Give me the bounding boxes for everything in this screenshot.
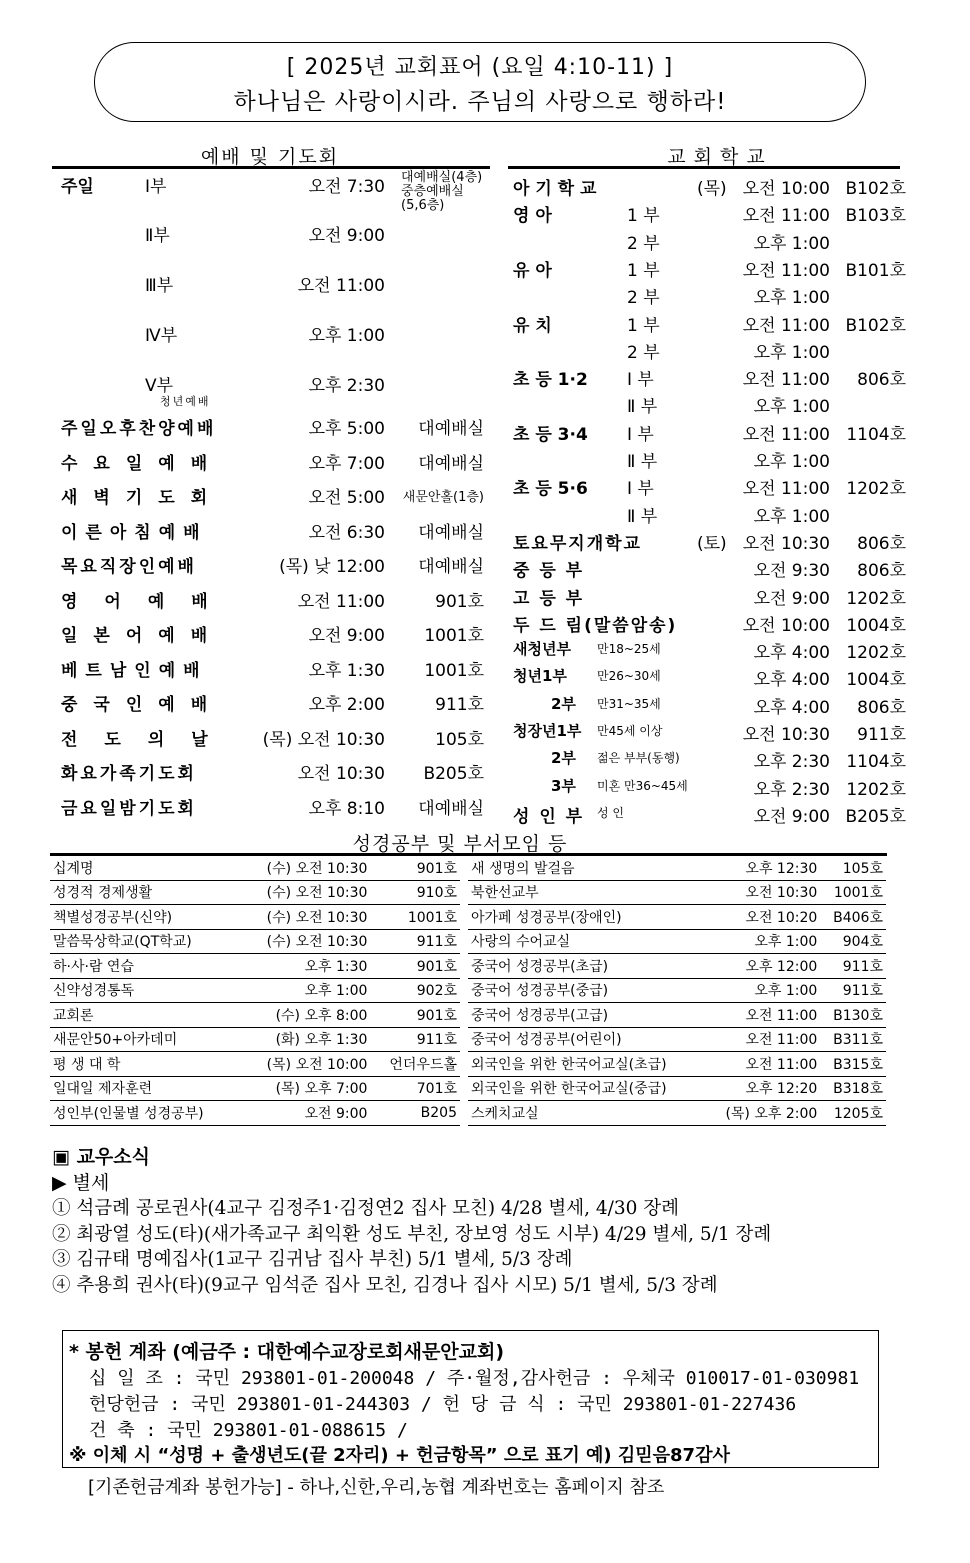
worship-time: 오전 11:00 xyxy=(297,591,385,612)
news-item: ① 석금례 공로권사(4교구 김정주1·김정연2 집사 모친) 4/28 별세, 4/30 장례 xyxy=(52,1198,680,1219)
school-time: 오전 9:00 xyxy=(753,588,830,609)
school-heading: 교회학교 xyxy=(667,146,773,168)
worship-place: 1001호 xyxy=(424,626,484,646)
bible-row xyxy=(50,1003,460,1028)
bible-class-name: 성경적 경제생활 xyxy=(50,880,241,905)
school-dept-part: 만31~35세 xyxy=(597,696,661,711)
worship-place: 새문안홀(1층) xyxy=(402,490,484,505)
school-time: 오후 1:00 xyxy=(753,342,830,363)
bible-class-time: 오전 9:00 xyxy=(241,1101,371,1126)
bible-class-name: 신약성경통독 xyxy=(50,978,241,1003)
worship-place: B205호 xyxy=(423,764,484,784)
bible-class-name: 십계명 xyxy=(50,856,241,880)
school-dept-name: 초 등 1·2 xyxy=(513,370,588,391)
bank-title: * 봉헌 계좌 (예금주 : 대한예수교장로회새문안교회) xyxy=(69,1341,505,1363)
bible-class-name: 외국인을 위한 한국어교실(초급) xyxy=(468,1052,705,1077)
school-dept-part: 만45세 이상 xyxy=(597,724,663,738)
worship-time: 오전 9:00 xyxy=(308,626,385,646)
bible-heading: 성경공부 및 부서모임 등 xyxy=(352,833,568,855)
worship-place: 대예배실 xyxy=(418,453,484,474)
bible-class-room: 911호 xyxy=(820,954,886,979)
sunday-part: Ⅲ부 xyxy=(145,276,174,296)
school-dept-name: 3부 xyxy=(551,776,576,795)
bible-row xyxy=(468,1076,886,1101)
sunday-part: Ⅴ부 xyxy=(145,376,174,396)
school-dept-part: 1 부 xyxy=(627,206,660,227)
school-dept-part: Ⅰ 부 xyxy=(627,370,654,391)
school-dept-part: Ⅰ 부 xyxy=(627,424,654,445)
bible-class-time: (목) 오후 7:00 xyxy=(241,1076,371,1101)
bible-class-time: 오후 1:00 xyxy=(241,978,371,1003)
bible-class-room: B205 xyxy=(370,1101,460,1126)
worship-place: 901호 xyxy=(435,591,484,612)
bible-row xyxy=(50,1052,460,1077)
worship-name: 전도의날 xyxy=(61,729,235,750)
school-time: 오전 11:00 xyxy=(742,206,830,227)
bible-class-name: 새문안50+아카데미 xyxy=(50,1027,241,1052)
sunday-part: Ⅱ부 xyxy=(145,226,170,246)
bible-class-name: 중국어 성경공부(고급) xyxy=(468,1003,705,1028)
bible-class-room: 901호 xyxy=(370,856,460,880)
school-time: 오전 10:00 xyxy=(742,179,830,199)
bible-row xyxy=(468,856,886,880)
school-place: 1202호 xyxy=(846,588,906,609)
bank-line-dedication: 헌당헌금 : 국민 293801-01-244303 / 헌 당 금 식 : 국민 293801-01-227436 xyxy=(89,1394,797,1415)
bible-class-room: 911호 xyxy=(370,929,460,954)
bible-class-time: (화) 오후 1:30 xyxy=(241,1027,371,1052)
bank-transfer-note: ※ 이체 시 “성명 + 출생년도(끝 2자리) + 헌금항목” 으로 표기 예) 김믿음87감사 xyxy=(69,1445,730,1466)
school-place: 911호 xyxy=(857,725,906,745)
school-dept-name: 초 등 3·4 xyxy=(513,424,588,445)
sunday-part: Ⅰ부 xyxy=(145,177,167,197)
bible-class-time: (목) 오후 2:00 xyxy=(705,1101,820,1126)
school-time: 오전 11:00 xyxy=(742,424,830,445)
bible-class-time: 오후 1:00 xyxy=(705,929,820,954)
bible-class-time: (수) 오후 8:00 xyxy=(241,1003,371,1028)
worship-time: 오전 5:00 xyxy=(308,488,385,508)
worship-place: 911호 xyxy=(435,695,484,715)
school-time: 오전 11:00 xyxy=(742,315,830,336)
bible-class-name: 말씀묵상학교(QT학교) xyxy=(50,929,241,954)
school-place: B102호 xyxy=(845,179,906,199)
bible-class-time: 오전 11:00 xyxy=(705,1027,820,1052)
news-item: ④ 추용희 권사(타)(9교구 임석준 집사 모친, 김경나 집사 시모) 5/1 별세, 5/3 장례 xyxy=(52,1274,718,1296)
bible-class-time: 오후 12:30 xyxy=(705,856,820,880)
worship-place: 대예배실 xyxy=(418,419,484,439)
school-time: 오후 1:00 xyxy=(753,233,830,254)
school-place: 1202호 xyxy=(846,779,906,800)
bible-class-room: 1001호 xyxy=(370,905,460,930)
bible-row xyxy=(50,905,460,930)
school-time: 오전 11:00 xyxy=(742,479,830,500)
bible-class-time: 오전 10:30 xyxy=(705,880,820,905)
school-time: 오전 9:30 xyxy=(753,561,830,582)
worship-name: 이른아침예배 xyxy=(61,522,208,543)
school-time: 오후 4:00 xyxy=(753,670,830,691)
bible-row xyxy=(50,978,460,1003)
school-dept-part: 2 부 xyxy=(627,342,660,363)
bible-class-time: 오전 11:00 xyxy=(705,1003,820,1028)
school-dept-name: 유 아 xyxy=(513,260,552,281)
bible-class-room: 911호 xyxy=(820,978,886,1003)
school-time: 오후 1:00 xyxy=(753,506,830,527)
worship-name: 새벽기도회 xyxy=(61,488,224,508)
school-time: 오후 1:00 xyxy=(753,288,830,309)
worship-name: 수요일예배 xyxy=(61,453,224,474)
worship-name: 화요가족기도회 xyxy=(61,764,197,784)
school-place: B205호 xyxy=(845,806,906,827)
sunday-place: 대예배실(4층) 중층예배실 (5,6층) xyxy=(401,170,483,213)
bible-row xyxy=(50,954,460,979)
offering-accounts-box xyxy=(62,1330,879,1468)
bible-class-time: (수) 오전 10:30 xyxy=(241,856,371,880)
school-place: 806호 xyxy=(857,697,906,718)
bible-class-name: 책별성경공부(신약) xyxy=(50,905,241,930)
bible-class-name: 사랑의 수어교실 xyxy=(468,929,705,954)
worship-time: 오전 6:30 xyxy=(308,522,385,543)
worship-time: 오후 2:00 xyxy=(308,695,385,715)
bible-class-time: 오전 11:00 xyxy=(705,1052,820,1077)
school-dept-name: 토요무지개학교 xyxy=(513,533,642,554)
bible-class-name: 하·사·람 연습 xyxy=(50,954,241,979)
bible-class-name: 일대일 제자훈련 xyxy=(50,1076,241,1101)
bible-class-room: B311호 xyxy=(820,1027,886,1052)
school-place: 806호 xyxy=(857,561,906,582)
bible-row xyxy=(468,1027,886,1052)
worship-name: 영어예배 xyxy=(61,591,235,612)
school-place: 1104호 xyxy=(846,424,906,445)
bible-class-time: (목) 오전 10:00 xyxy=(241,1052,371,1077)
worship-name: 베트남인예배 xyxy=(61,660,208,681)
worship-place: 1001호 xyxy=(424,660,484,681)
school-place: 806호 xyxy=(857,533,906,554)
bible-row xyxy=(468,978,886,1003)
worship-place: 대예배실 xyxy=(418,522,484,543)
bible-class-room: 701호 xyxy=(370,1076,460,1101)
bible-class-room: 105호 xyxy=(820,856,886,880)
school-dept-name: 유 치 xyxy=(513,315,552,336)
school-dept-part: Ⅱ 부 xyxy=(627,397,658,418)
worship-name: 일본어예배 xyxy=(61,626,224,646)
school-dept-part: 젊은 부부(동행) xyxy=(597,751,680,766)
bible-row xyxy=(50,929,460,954)
bible-class-time: 오후 1:30 xyxy=(241,954,371,979)
bible-row xyxy=(468,1003,886,1028)
motto-year: [ 2025년 교회표어 (요일 4:10-11) ] xyxy=(286,55,674,80)
school-place: 1202호 xyxy=(846,479,906,500)
motto-box xyxy=(94,42,866,122)
school-dept-part: Ⅰ 부 xyxy=(627,479,654,500)
school-dept-part: 2 부 xyxy=(627,288,660,309)
bank-line-tithe: 십 일 조 : 국민 293801-01-200048 / 주·월정,감사헌금 : 우체국 010017-01-030981 xyxy=(89,1368,860,1389)
school-time: 오전 10:30 xyxy=(742,533,830,554)
school-place: 1104호 xyxy=(846,752,906,773)
school-dept-name: 초 등 5·6 xyxy=(513,479,588,500)
school-place: B102호 xyxy=(845,315,906,336)
bible-row xyxy=(468,929,886,954)
worship-name: 목요직장인예배 xyxy=(61,557,197,577)
worship-time: 오후 7:00 xyxy=(308,453,385,474)
bible-class-name: 외국인을 위한 한국어교실(중급) xyxy=(468,1076,705,1101)
sunday-time: 오전 9:00 xyxy=(308,226,385,246)
bible-class-room: 1205호 xyxy=(820,1101,886,1126)
bible-row xyxy=(50,1027,460,1052)
school-dept-name: 2부 xyxy=(551,694,576,713)
bible-class-name: 중국어 성경공부(중급) xyxy=(468,978,705,1003)
school-dept-part: (목) xyxy=(697,179,727,199)
sunday-time: 오전 7:30 xyxy=(308,177,385,197)
bible-class-time: (수) 오전 10:30 xyxy=(241,905,371,930)
bible-class-name: 성인부(인물별 성경공부) xyxy=(50,1101,241,1126)
school-dept-name: 성 인 부 xyxy=(513,806,585,827)
school-time: 오후 1:00 xyxy=(753,397,830,418)
school-time: 오전 11:00 xyxy=(742,260,830,281)
bible-class-name: 북한선교부 xyxy=(468,880,705,905)
bible-row xyxy=(468,880,886,905)
school-place: B103호 xyxy=(845,206,906,227)
school-dept-part: 2 부 xyxy=(627,233,660,254)
bible-class-room: 911호 xyxy=(370,1027,460,1052)
school-time: 오전 11:00 xyxy=(742,370,830,391)
worship-name: 중국인예배 xyxy=(61,695,224,715)
bible-class-room: 901호 xyxy=(370,954,460,979)
school-time: 오전 10:30 xyxy=(742,725,830,745)
worship-rule xyxy=(52,166,490,169)
bible-class-time: 오전 10:20 xyxy=(705,905,820,930)
sunday-label: 주일 xyxy=(61,177,94,197)
school-dept-part: 미혼 만36~45세 xyxy=(597,778,688,793)
school-place: 806호 xyxy=(857,370,906,391)
school-time: 오전 9:00 xyxy=(753,806,830,827)
bible-class-room: 언더우드홀 xyxy=(370,1052,460,1077)
motto-text: 하나님은 사랑이시라. 주님의 사랑으로 행하라! xyxy=(233,89,727,115)
school-dept-name: 아 기 학 교 xyxy=(513,179,597,199)
school-dept-part: 1 부 xyxy=(627,315,660,336)
school-dept-name: 두 드 림(말씀암송) xyxy=(513,615,678,636)
bible-class-name: 평 생 대 학 xyxy=(50,1052,241,1077)
worship-time: 오전 10:30 xyxy=(297,764,385,784)
bible-class-name: 중국어 성경공부(어린이) xyxy=(468,1027,705,1052)
news-subheading: ▶ 별세 xyxy=(52,1172,110,1194)
bible-row xyxy=(468,1101,886,1126)
bible-row xyxy=(50,1076,460,1101)
school-dept-part: 성 인 xyxy=(597,805,624,820)
worship-place: 105호 xyxy=(435,729,484,750)
bible-class-room: B130호 xyxy=(820,1003,886,1028)
school-dept-name: 고 등 부 xyxy=(513,588,585,609)
school-place: 1004호 xyxy=(846,670,906,691)
school-dept-part: Ⅱ 부 xyxy=(627,506,658,527)
worship-time: 오후 5:00 xyxy=(308,419,385,439)
sunday-time: 오후 1:00 xyxy=(308,326,385,346)
news-item: ② 최광열 성도(타)(새가족교구 최익환 성도 부친, 장보영 성도 시부) 4/29 별세, 5/1 장례 xyxy=(52,1223,772,1245)
school-time: 오후 2:30 xyxy=(753,779,830,800)
school-dept-part: 1 부 xyxy=(627,260,660,281)
bible-class-room: 1001호 xyxy=(820,880,886,905)
school-dept-part: (토) xyxy=(697,533,727,554)
bible-class-name: 아가페 성경공부(장애인) xyxy=(468,905,705,930)
school-dept-name: 중 등 부 xyxy=(513,561,585,582)
bank-footer: [기존헌금계좌 봉헌가능] - 하나,신한,우리,농협 계좌번호는 홈페이지 참조 xyxy=(88,1477,665,1498)
bible-class-name: 새 생명의 발걸음 xyxy=(468,856,705,880)
school-dept-part: 만26~30세 xyxy=(597,669,661,684)
bible-row xyxy=(50,880,460,905)
school-dept-name: 새청년부 xyxy=(513,640,571,659)
bible-class-time: 오후 12:20 xyxy=(705,1076,820,1101)
school-time: 오후 4:00 xyxy=(753,697,830,718)
sunday-time: 오전 11:00 xyxy=(297,276,385,296)
bible-class-name: 교회론 xyxy=(50,1003,241,1028)
school-place: 1004호 xyxy=(846,615,906,636)
worship-time: (목) 오전 10:30 xyxy=(262,729,385,750)
school-time: 오후 4:00 xyxy=(753,643,830,664)
school-dept-name: 청년1부 xyxy=(513,667,567,686)
bible-class-room: 910호 xyxy=(370,880,460,905)
bible-class-room: B318호 xyxy=(820,1076,886,1101)
bible-row xyxy=(468,954,886,979)
bible-table-left xyxy=(50,856,460,1126)
school-dept-name: 청장년1부 xyxy=(513,722,582,740)
sunday-part-sub: 청년예배 xyxy=(160,395,211,408)
school-dept-part: Ⅱ 부 xyxy=(627,452,658,472)
sunday-time: 오후 2:30 xyxy=(308,376,385,396)
bible-class-time: (수) 오전 10:30 xyxy=(241,880,371,905)
bible-table-right xyxy=(468,856,886,1126)
bible-class-room: 901호 xyxy=(370,1003,460,1028)
bible-class-room: 902호 xyxy=(370,978,460,1003)
worship-time: (목) 낮 12:00 xyxy=(279,557,385,577)
bible-row xyxy=(50,856,460,880)
worship-time: 오후 8:10 xyxy=(308,798,385,819)
bible-class-name: 스케치교실 xyxy=(468,1101,705,1126)
school-rule xyxy=(508,166,900,169)
school-time: 오후 2:30 xyxy=(753,752,830,773)
school-dept-name: 영 아 xyxy=(513,206,552,227)
school-time: 오후 1:00 xyxy=(753,452,830,472)
worship-place: 대예배실 xyxy=(418,557,484,577)
bible-class-time: 오후 1:00 xyxy=(705,978,820,1003)
bible-class-room: 904호 xyxy=(820,929,886,954)
worship-name: 금요일밤기도회 xyxy=(61,798,197,819)
bible-row xyxy=(468,1052,886,1077)
worship-time: 오후 1:30 xyxy=(308,660,385,681)
school-time: 오전 10:00 xyxy=(742,615,830,636)
bible-class-time: (수) 오전 10:30 xyxy=(241,929,371,954)
bible-class-name: 중국어 성경공부(초급) xyxy=(468,954,705,979)
school-dept-name: 2부 xyxy=(551,749,576,768)
news-heading: ▣ 교우소식 xyxy=(52,1146,150,1168)
school-dept-part: 만18~25세 xyxy=(597,642,661,657)
bible-row xyxy=(468,905,886,930)
worship-place: 대예배실 xyxy=(418,798,484,819)
bible-class-room: B406호 xyxy=(820,905,886,930)
worship-name: 주일오후찬양예배 xyxy=(61,419,217,439)
bible-row xyxy=(50,1101,460,1126)
news-item: ③ 김규태 명예집사(1교구 김귀남 집사 부친) 5/1 별세, 5/3 장례 xyxy=(52,1249,573,1270)
school-place: B101호 xyxy=(845,260,906,281)
bible-class-time: 오후 12:00 xyxy=(705,954,820,979)
bank-line-building: 건 축 : 국민 293801-01-088615 / xyxy=(89,1420,408,1441)
bible-class-room: B315호 xyxy=(820,1052,886,1077)
worship-heading: 예배 및 기도회 xyxy=(200,146,340,168)
sunday-part: Ⅳ부 xyxy=(145,326,178,346)
school-place: 1202호 xyxy=(846,643,906,664)
